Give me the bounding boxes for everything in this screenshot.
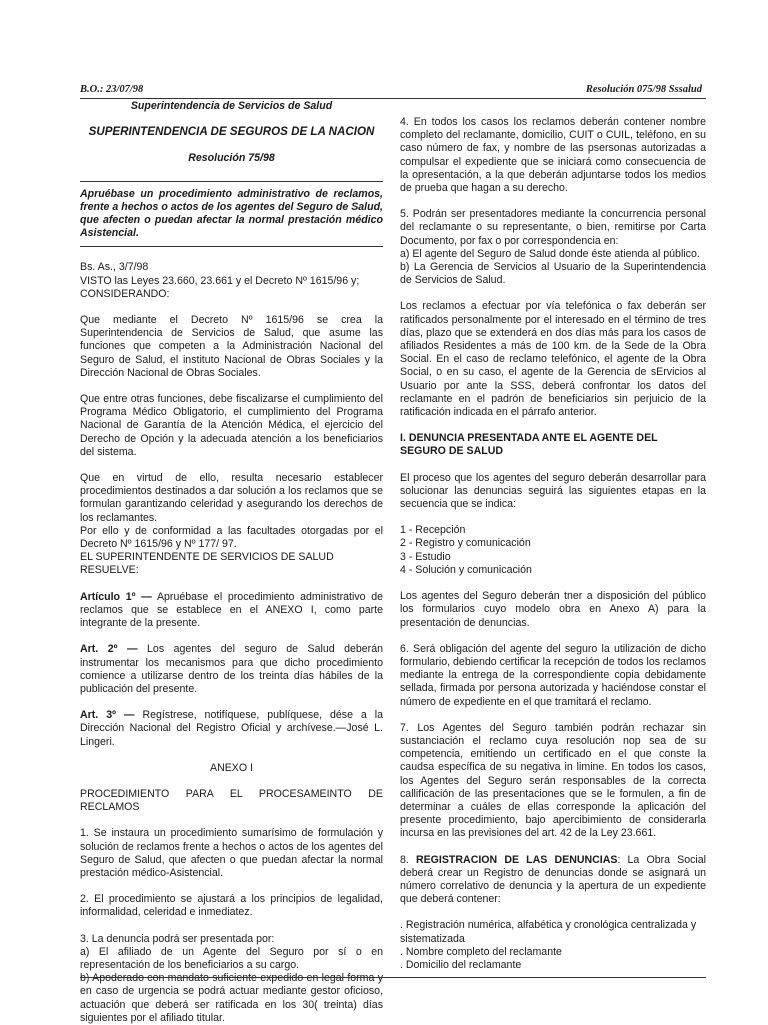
considerando-p4: Por ello y de conformidad a las facultades otorgadas por el Decreto Nº 1615/96 y Nº 177/ 97. [80,524,383,551]
forms-paragraph: Los agentes del Seguro deberán tner a disposición del público los formularios cuyo modelo obra en Anexo A) para la presentación de denuncias. [400,590,706,629]
summary-top-rule [80,181,383,182]
list-item: . Registración numérica, alfabética y cronológica centralizada y sistematizada [400,919,697,945]
item-1: 1. Se instaura un procedimiento sumarísimo de formulación y solución de reclamos frente a hechos o actos de los agentes del Seguro de Salud, que afecten o que puedan afectar la normal prestación médico-Asistencial. [80,827,383,879]
item-8 [400,854,706,907]
summary-bottom-rule [80,246,383,247]
stages-list [400,524,706,577]
list-item: . Nombre completo del reclamante [400,945,562,958]
article-3 [80,709,383,749]
section-heading-denuncia: I. DENUNCIA PRESENTADA ANTE EL AGENTE DEL SEGURO DE SALUD [400,432,658,458]
resolution-summary: Apruébase un procedimiento administrativo de reclamos, frente a hechos o actos de los agentes del Seguro de Salud, que afecten o puedan afectar la normal prestación médico Asistencial. [80,187,383,240]
item-3-b: b) Apoderado con mandato suficiente expedido en legal forma y en caso de urgencia se podrá actuar mediante gestor oficioso, actuación que deberá ser ratificada en los 30( treinta) días siguientes por el afiliado titular. [80,972,383,1024]
item-8-text: : La Obra Social deberá crear un Registro de denuncias donde se asignará un número correlativo de denuncia y la apertura de un expediente que deberá contener: [400,853,706,906]
resolution-title: Resolución 75/98 [188,152,275,165]
article-3-label: Art. 3º — [80,709,135,722]
article-3-text: Regístrese, notifíquese, publíquese, dése a la Dirección Nacional del Registro Oficial y archívese.—José L. Lingeri. [80,709,383,748]
article-2-text: Los agentes del seguro de Salud deberán instrumentar los mecanismos para que dicho procedimiento comience a utilizarse dentro de los treinta días hábiles de la publicación del presente. [80,643,383,695]
procedure-title: PROCEDIMIENTO PARA EL PROCESAMEINTO DE RECLAMOS [80,787,383,814]
register-contents-list [400,919,706,972]
superintendent-line: EL SUPERINTENDENTE DE SERVICIOS DE SALUD [80,551,334,564]
resuelve-label: RESUELVE: [80,564,139,577]
considerando-p2: Que entre otras funciones, debe fiscalizarse el cumplimiento del Programa Médico Obligatorio, el cumplimiento del Programa Nacional de Garantía de la Atención Médica, el ejercicio del Derecho de Opción y la adecuada atención a los beneficiarios del sistema. [80,393,383,458]
item-8-number: 8. [400,853,416,866]
article-1 [80,591,383,631]
list-item: . Domicilio del reclamante [400,958,522,971]
main-title: SUPERINTENDENCIA DE SEGUROS DE LA NACION [88,125,375,139]
agency-label: Superintendencia de Servicios de Salud [130,100,333,112]
header-resolution-ref: Resolución 075/98 Sssalud [585,84,702,95]
item-5-b: b) La Gerencia de Servicios al Usuario de la Superintendencia de Servicios de Salud. [400,261,706,287]
considerando-p3: Que en virtud de ello, resulta necesario establecer procedimientos destinados a dar solución a los reclamos que se formulan garantizando celeridad y asegurando los derechos de los reclamantes. [80,472,383,524]
item-3-a: a) El afiliado de un Agente del Seguro por sí o en representación de los beneficiarios a su cargo. [80,945,383,971]
list-item: 1 - Recepción [400,524,466,537]
header-rule [80,98,706,99]
item-5-a: a) El agente del Seguro de Salud donde éste atienda al público. [400,247,700,260]
list-item: 2 - Registro y comunicación [400,537,531,550]
item-5-intro: 5. Podrán ser presentadores mediante la concurrencia personal del reclamante o su representante, o bien, remitirse por Carta Documento, por fax o por correspondencia en: [400,208,706,247]
process-paragraph: El proceso que los agentes del seguro deberán desarrollar para solucionar las denuncias seguirá las siguientes etapas en la secuencia que se indica: [400,471,706,511]
item-8-label: REGISTRACION DE LAS DENUNCIAS [415,853,618,866]
item-7: 7. Los Agentes del Seguro también podrán rechazar sin sustanciación el reclamo cuya resolución nop sea de su competencia, emitiendo un certificado en el que conste la caudsa específica de su negativa in limine. En todos los casos, los Agentes del Seguro serán responsables de la correcta callificación de las presentaciones que se le formulen, a fin de determinar a cuáles de ellas corresponde la aplicación del presente procedimiento, bajo apercibimiento de considerarla incursa en las previsiones del art. 42 de la Ley 23.661. [400,721,706,840]
considerando-label: CONSIDERANDO: [80,287,170,300]
item-4: 4. En todos los casos los reclamos deberán contener nombre completo del reclamante, domicilio, CUIT o CUIL, teléfono, en su caso número de fax, y nombre de las psersonas autorizadas a compulsar el expediente que se iniciará como consecuencia de la opresentación, a la que deberán adjuntarse todos los medios de prueba que hagan a su derecho. [400,116,706,195]
considerando-p1: Que mediante el Decreto Nº 1615/96 se crea la Superintendencia de Servicios de Salud, que asume las funciones que competen a la Administración Nacional del Seguro de Salud, el instituto Nacional de Obras Sociales y la Dirección Nacional de Obras Sociales. [80,314,383,379]
list-item: 3 - Estudio [400,550,451,563]
list-item: 4 - Solución y comunicación [400,563,532,576]
annex-title: ANEXO I [210,761,253,774]
item-6: 6. Será obligación del agente del seguro la utilización de dicho formulario, debiendo certificar la recepción de todos los reclamos mediante la entrega de la correspondiente copia debidamente sellada, firmada por persona autorizada y haciéndose constar el número de expediente en el que tramitará el reclamo. [400,642,706,708]
article-1-label: Artículo 1º — [80,590,152,603]
phone-fax-paragraph: Los reclamos a efectuar por vía telefónica o fax deberán ser ratificados personalmente por el interesado en el término de tres días, plazo que se extenderá en dos días más para los casos de afiliados Residentes a más de 100 km. de la Sede de la Obra Social. En el caso de reclamo telefónico, el agente de la Obra Social, o en su caso, el agente de la Gerencia de sErvicios al Usuario por ante la SSS, deberá confrontar los datos del reclamante en el padrón de beneficiarios sin perjuicio de la ratificación indicada en el párrafo anterior. [400,300,706,419]
header-gazette-date: B.O.: 23/07/98 [80,84,144,95]
article-1-text: Apruébase el procedimiento administrativo de reclamos que se establece en el ANEXO I, como parte integrante de la presente. [80,590,384,630]
right-column [400,116,706,985]
place-date: Bs. As., 3/7/98 [80,261,149,274]
article-2 [80,643,383,696]
visto-clause: VISTO las Leyes 23.660, 23.661 y el Decreto Nº 1615/96 y; [80,274,360,287]
article-2-label: Art. 2º — [80,643,138,656]
footer-rule [80,977,706,978]
left-column [80,100,383,1025]
item-2: 2. El procedimiento se ajustará a los principios de legalidad, informalidad, celeridad e inmediatez. [80,893,383,919]
item-3-intro: 3. La denuncia podrá ser presentada por: [80,932,275,945]
